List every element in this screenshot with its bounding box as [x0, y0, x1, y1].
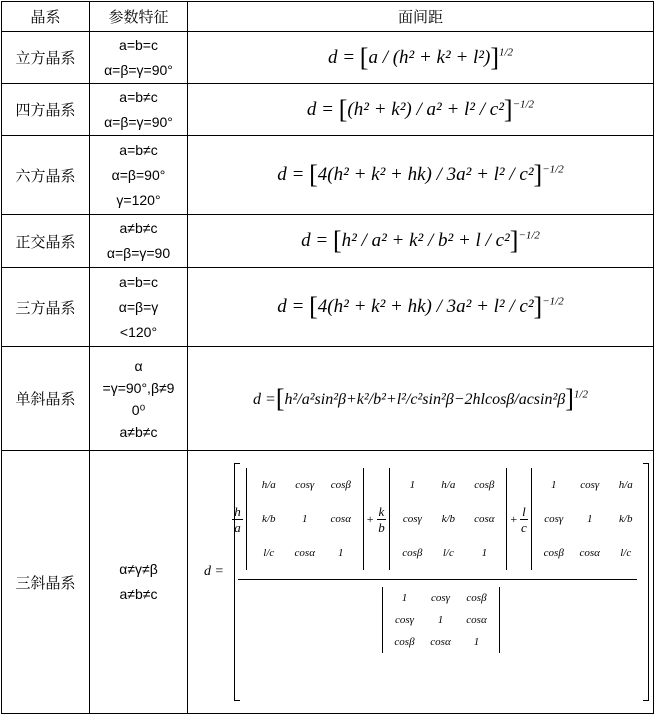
det-cell: 1	[409, 479, 416, 491]
param-line: α≠γ≠β	[119, 561, 158, 577]
param-line: =γ=90°,β≠9	[102, 379, 175, 396]
plus-sign: +	[510, 511, 518, 526]
det-cell: 1	[302, 513, 308, 525]
row-cubic	[2, 32, 654, 84]
det-cell: cosα	[474, 513, 495, 525]
formula-exponent: 1/2	[573, 388, 588, 401]
det-row	[251, 502, 359, 536]
formula-lhs: d =	[306, 98, 334, 120]
system-name: 正交晶系	[2, 215, 90, 268]
close-bracket: ]	[503, 94, 513, 124]
formula-monoclinic	[188, 347, 654, 451]
params-cell	[90, 32, 188, 84]
param-line: γ=120°	[116, 191, 161, 208]
formula-exponent: −1/2	[518, 229, 540, 242]
system-name: 六方晶系	[2, 136, 90, 215]
params-cell	[90, 268, 188, 347]
system-name: 立方晶系	[2, 32, 90, 84]
det-cell: cosβ	[330, 479, 351, 491]
det-row	[536, 502, 644, 536]
open-bracket: [	[359, 42, 369, 72]
det-row	[387, 609, 495, 631]
header-system: 晶系	[2, 2, 90, 32]
det-row	[387, 587, 495, 609]
system-name: 三斜晶系	[2, 451, 90, 714]
param-line: a≠b≠c	[119, 586, 158, 602]
det-cell: cosγ	[395, 614, 414, 626]
param-line: a=b≠c	[119, 141, 158, 158]
open-bracket: [	[332, 226, 342, 255]
det-cell: 1	[437, 614, 444, 626]
det-cell: cosγ	[402, 513, 422, 525]
formula-orthorhombic	[188, 215, 654, 268]
formula-body: (h² + k²) / a² + l² / c²	[347, 98, 504, 120]
det-cell: k/b	[441, 513, 456, 525]
formula-trigonal	[188, 268, 654, 347]
param-line: a=b=c	[119, 273, 158, 290]
close-bracket: ]	[533, 292, 543, 321]
param-line: α=β=γ=90	[106, 245, 171, 261]
det-row	[536, 536, 644, 570]
determinant-2	[389, 468, 507, 570]
close-bracket: ]	[565, 383, 574, 413]
formula-exponent: −1/2	[542, 295, 564, 308]
det-cell: cosβ	[466, 592, 487, 604]
det-cell: 1	[481, 547, 488, 559]
determinant-3	[531, 468, 649, 570]
param-line: α	[134, 357, 143, 374]
det-cell: cosα	[294, 547, 315, 559]
formula-body: a / (h² + k² + l²)	[368, 46, 491, 68]
param-line: a≠b≠c	[119, 220, 158, 236]
row-triclinic	[2, 451, 654, 714]
det-row	[387, 631, 495, 653]
crystal-system-table	[1, 1, 654, 714]
det-cell: 1	[338, 547, 344, 559]
formula-body: h² / a² + k² / b² + l / c²	[341, 230, 510, 251]
close-bracket: ]	[490, 42, 499, 72]
param-line: a≠b≠c	[119, 423, 158, 440]
det-cell: cosα	[330, 513, 351, 525]
formula-triclinic	[188, 451, 654, 714]
open-bracket: [	[338, 94, 348, 124]
det-cell: h/a	[441, 479, 456, 491]
coef-k-over-b	[377, 504, 387, 535]
params-cell	[90, 215, 188, 268]
formula-hexagonal	[188, 136, 654, 215]
det-cell: 1	[586, 513, 593, 525]
header-params: 参数特征	[90, 2, 188, 32]
param-line: <120°	[119, 323, 158, 340]
header-row	[2, 2, 654, 32]
formula-lhs: d =	[277, 296, 305, 317]
coef-h-over-a	[232, 504, 243, 535]
param-line: α=β=γ=90°	[104, 61, 173, 78]
formula-exponent: −1/2	[542, 163, 564, 176]
param-line: α=β=γ	[118, 298, 159, 315]
det-row	[251, 468, 359, 502]
determinant-d	[382, 587, 500, 653]
formula-body: 4(h² + k² + hk) / 3a² + l² / c²	[317, 164, 534, 185]
denominator	[240, 585, 641, 655]
param-line: a=b≠c	[119, 88, 158, 105]
row-tetragonal	[2, 84, 654, 136]
det-cell: l/c	[263, 547, 275, 559]
system-name: 单斜晶系	[2, 347, 90, 451]
det-row	[394, 502, 502, 536]
plus-sign: +	[366, 511, 374, 526]
formula-lhs: d =	[253, 390, 276, 408]
frac-den: c	[521, 519, 527, 535]
det-cell: cosβ	[394, 636, 415, 648]
close-bracket: ]	[509, 226, 519, 255]
frac-den: b	[378, 519, 385, 535]
numerator	[234, 463, 641, 575]
header-spacing: 面间距	[188, 2, 654, 32]
fraction-bar	[238, 579, 637, 580]
det-cell: cosγ	[295, 479, 315, 491]
formula-exponent: −1/2	[512, 98, 535, 111]
formula-exponent: 1/2	[499, 46, 514, 59]
open-bracket: [	[309, 292, 318, 321]
system-name: 四方晶系	[2, 84, 90, 136]
det-row	[394, 468, 502, 502]
det-cell: cosα	[466, 614, 487, 626]
det-cell: cosγ	[431, 592, 450, 604]
det-cell: h/a	[618, 479, 633, 491]
row-orthorhombic	[2, 215, 654, 268]
system-name: 三方晶系	[2, 268, 90, 347]
close-bracket: ]	[533, 160, 543, 189]
row-monoclinic	[2, 347, 654, 451]
params-cell	[90, 451, 188, 714]
formula-lhs: d =	[277, 164, 305, 185]
det-cell: k/b	[619, 513, 633, 525]
det-cell: cosα	[430, 636, 451, 648]
formula-tetragonal	[188, 84, 654, 136]
det-cell: cosβ	[543, 547, 564, 559]
det-cell: cosβ	[474, 479, 495, 491]
formula-body: h²/a²sin²β+k²/b²+l²/c²sin²β−2hlcosβ/acsin²β	[284, 390, 566, 408]
row-hexagonal	[2, 136, 654, 215]
determinant-1	[246, 468, 364, 570]
det-row	[251, 536, 359, 570]
param-line: a=b=c	[119, 36, 158, 53]
det-cell: 1	[401, 592, 408, 604]
triclinic-wrap	[188, 451, 653, 713]
det-cell: cosα	[579, 547, 600, 559]
det-cell: l/c	[442, 547, 454, 559]
frac-num: h	[234, 503, 241, 519]
det-cell: k/b	[262, 513, 276, 525]
open-bracket: [	[275, 383, 285, 413]
params-cell	[90, 136, 188, 215]
open-bracket: [	[309, 160, 318, 189]
params-cell	[90, 84, 188, 136]
param-line: α=β=γ=90°	[104, 113, 173, 130]
formula-body: 4(h² + k² + hk) / 3a² + l² / c²	[317, 296, 534, 317]
frac-num: l	[522, 503, 526, 519]
frac-num: k	[378, 503, 385, 519]
det-cell: cosγ	[544, 513, 564, 525]
row-trigonal	[2, 268, 654, 347]
det-cell: 1	[550, 479, 557, 491]
det-cell: 1	[473, 636, 480, 648]
det-row	[536, 468, 644, 502]
det-cell: cosγ	[580, 479, 600, 491]
det-row	[394, 536, 502, 570]
params-cell	[90, 347, 188, 451]
formula-lhs: d =	[301, 230, 329, 251]
coef-l-over-c	[520, 504, 528, 535]
det-cell: l/c	[620, 547, 632, 559]
det-cell: cosβ	[402, 547, 423, 559]
param-line: 0⁰	[131, 401, 146, 418]
det-cell: h/a	[261, 479, 276, 491]
formula-lhs: d =	[204, 564, 224, 579]
formula-lhs: d =	[327, 46, 356, 68]
formula-cubic	[188, 32, 654, 84]
param-line: α=β=90°	[111, 166, 166, 183]
frac-den: a	[234, 519, 241, 535]
